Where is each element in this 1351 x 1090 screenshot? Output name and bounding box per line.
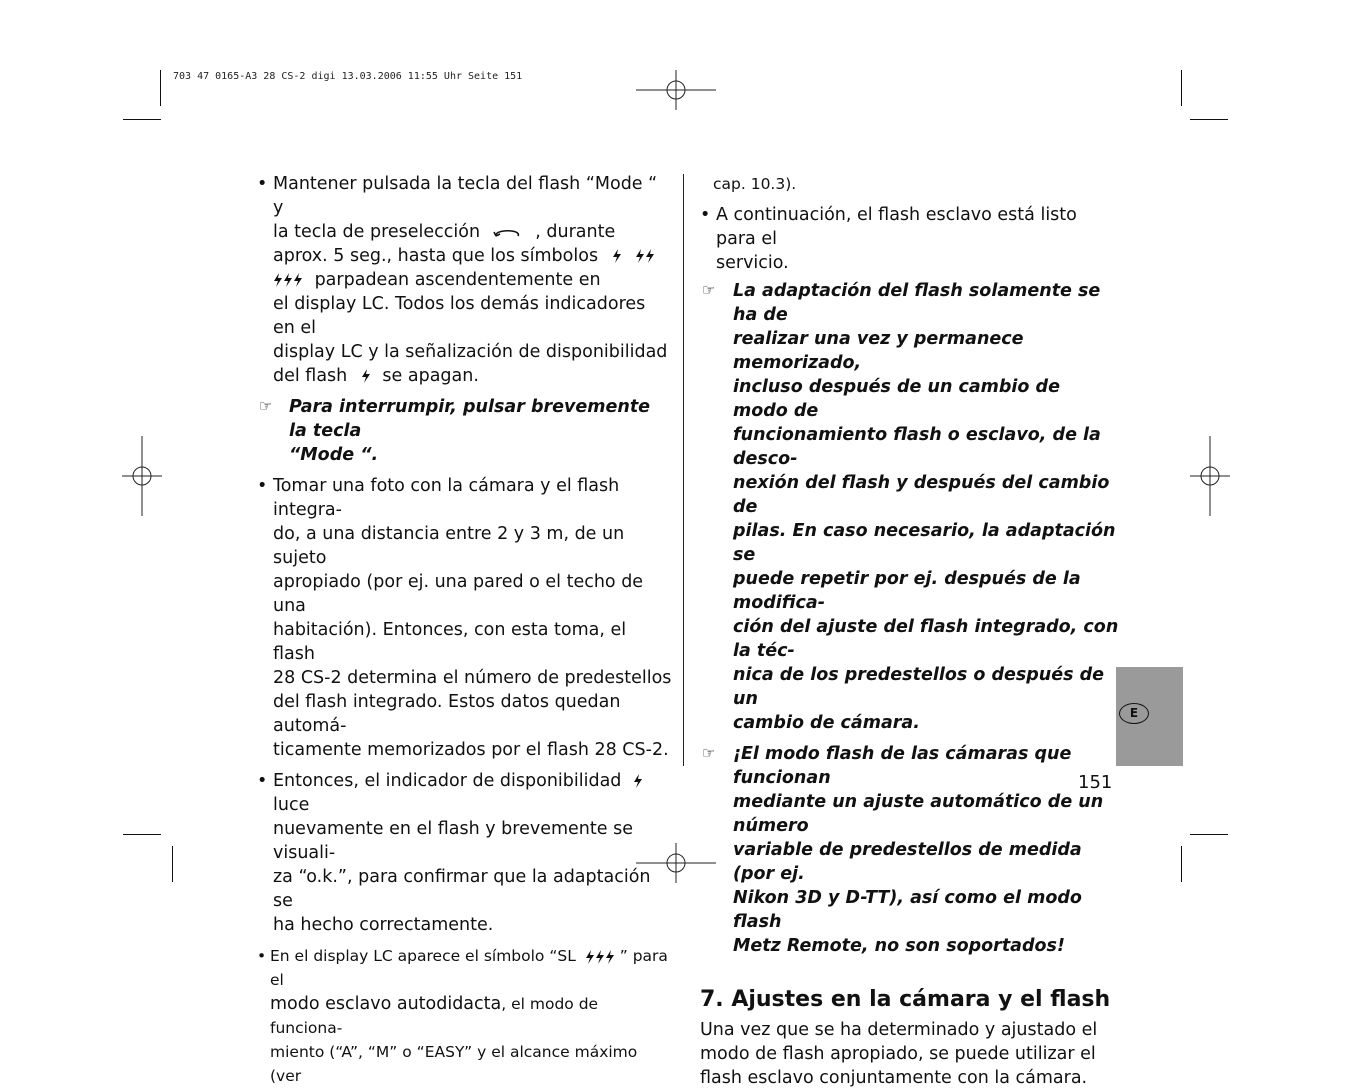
language-tab-label: E <box>1119 703 1149 724</box>
text-line: flash esclavo conjuntamente con la cámara. <box>700 1068 1088 1088</box>
bullet-ready-indicator <box>257 769 672 937</box>
bullet-hold-mode-key <box>257 172 672 388</box>
registration-mark-icon <box>1190 436 1230 516</box>
note-unsupported-modes <box>700 742 1120 958</box>
bullet-slave-ready <box>700 203 1120 275</box>
text-line: miento (“A”, “M” o “EASY” y el alcance máximo (ver <box>270 1043 638 1085</box>
text-line: el display LC. Todos los demás indicadores en el <box>273 294 646 338</box>
continuation-text: cap. 10.3). <box>713 175 797 193</box>
bullet-sl-symbol <box>257 944 672 1088</box>
text-fragment: parpadean ascendentemente en <box>314 270 601 290</box>
text-line: za “o.k.”, para confirmar que la adaptación se <box>273 867 651 911</box>
text-line <box>273 220 672 244</box>
text-line: servicio. <box>716 253 789 273</box>
text-line <box>273 244 672 268</box>
text-line: incluso después de un cambio de modo de <box>733 377 1060 421</box>
text-line <box>270 944 672 992</box>
bullet-take-photo <box>257 474 672 762</box>
text-line <box>270 992 672 1040</box>
text-line: • Tomar una foto con la cámara y el flash integra- <box>273 476 620 520</box>
column-divider <box>683 174 684 766</box>
text-line: nuevamente en el flash y brevemente se visuali- <box>273 819 633 863</box>
text-line: do, a una distancia entre 2 y 3 m, de un sujeto <box>273 524 625 568</box>
text-line: display LC y la señalización de disponibilidad <box>273 342 668 362</box>
crop-mark <box>123 119 161 120</box>
text-line: ción del ajuste del flash integrado, con la téc- <box>733 617 1119 661</box>
text-line: ha hecho correctamente. <box>273 915 494 935</box>
text-line: La adaptación del flash solamente se ha de <box>733 281 1101 325</box>
text-line: nica de los predestellos o después de un <box>733 665 1105 709</box>
left-column <box>257 172 672 1088</box>
lightning-bolt-icon <box>612 249 622 263</box>
text-line: ¡El modo flash de las cámaras que funcionan <box>733 744 1072 788</box>
crop-mark <box>1190 119 1228 120</box>
text-line: Una vez que se ha determinado y ajustado el <box>700 1020 1098 1040</box>
text-line: Para interrumpir, pulsar brevemente la tecla <box>289 397 651 441</box>
text-fragment: se apagan. <box>382 366 479 386</box>
registration-mark-icon <box>636 70 716 110</box>
registration-mark-icon <box>122 436 162 516</box>
pointing-hand-icon: ☞ <box>702 281 716 299</box>
crop-mark <box>1181 70 1182 106</box>
text-line <box>273 364 672 388</box>
pointing-hand-icon: ☞ <box>702 744 716 762</box>
crop-mark <box>160 70 161 106</box>
lightning-bolt-icon <box>633 774 643 788</box>
text-fragment: , durante <box>535 222 616 242</box>
text-fragment: aprox. 5 seg., hasta que los símbolos <box>273 246 599 266</box>
triple-lightning-bolt-icon <box>585 950 615 964</box>
text-line: modo de flash apropiado, se puede utilizar el <box>700 1044 1096 1064</box>
text-line <box>273 769 672 817</box>
page-number: 151 <box>1078 772 1113 793</box>
crop-mark <box>1181 846 1182 882</box>
double-lightning-bolt-icon <box>635 249 655 263</box>
text-fragment: , el modo de funciona- <box>270 995 599 1037</box>
section-paragraph <box>700 1018 1120 1090</box>
lightning-bolt-icon <box>361 369 371 383</box>
text-fragment: luce <box>273 795 310 815</box>
text-line: “Mode “. <box>289 445 379 465</box>
text-line: realizar una vez y permanece memorizado, <box>733 329 1024 373</box>
note-interrupt <box>257 395 672 467</box>
text-fragment: En el display LC aparece el símbolo “SL <box>270 947 576 965</box>
text-line: nexión del flash y después del cambio de <box>733 473 1110 517</box>
text-line: Nikon 3D y D-TT), así como el modo flash <box>733 888 1082 932</box>
text-line: • Mantener pulsada la tecla del flash “Mode “ y <box>273 174 658 218</box>
text-line: funcionamiento flash o esclavo, de la desco- <box>733 425 1101 469</box>
text-line: pilas. En caso necesario, la adaptación se <box>733 521 1116 565</box>
text-line: cambio de cámara. <box>733 713 920 733</box>
triple-lightning-bolt-icon <box>273 273 303 287</box>
crop-mark <box>1190 834 1228 835</box>
section-heading: 7. Ajustes en la cámara y el flash <box>700 987 1111 1012</box>
crop-mark <box>172 846 173 882</box>
text-fragment: modo esclavo autodidacta <box>270 994 502 1014</box>
text-fragment: ” para el <box>270 947 668 989</box>
rotate-arrow-icon <box>492 225 524 239</box>
text-line: Metz Remote, no son soportados! <box>733 936 1065 956</box>
print-header: 703 47 0165-A3 28 CS-2 digi 13.03.2006 11:55 Uhr Seite 151 <box>173 71 523 82</box>
text-line <box>273 268 672 292</box>
text-line: apropiado (por ej. una pared o el techo de una <box>273 572 644 616</box>
text-line: • A continuación, el flash esclavo está listo para el <box>716 205 1077 249</box>
text-fragment: Entonces, el indicador de disponibilidad <box>273 771 622 791</box>
text-line: puede repetir por ej. después de la modifica- <box>733 569 1081 613</box>
crop-mark <box>123 834 161 835</box>
text-line: variable de predestellos de medida (por ej. <box>733 840 1082 884</box>
text-line: 28 CS-2 determina el número de predestellos <box>273 668 672 688</box>
pointing-hand-icon: ☞ <box>259 397 273 415</box>
text-line: ticamente memorizados por el flash 28 CS-2. <box>273 740 669 760</box>
right-column <box>700 172 1120 1090</box>
text-line: del flash integrado. Estos datos quedan automá- <box>273 692 621 736</box>
text-line: mediante un ajuste automático de un número <box>733 792 1104 836</box>
text-fragment: del flash <box>273 366 348 386</box>
text-line: habitación). Entonces, con esta toma, el flash <box>273 620 627 664</box>
text-fragment: la tecla de preselección <box>273 222 481 242</box>
note-adaptation <box>700 279 1120 735</box>
